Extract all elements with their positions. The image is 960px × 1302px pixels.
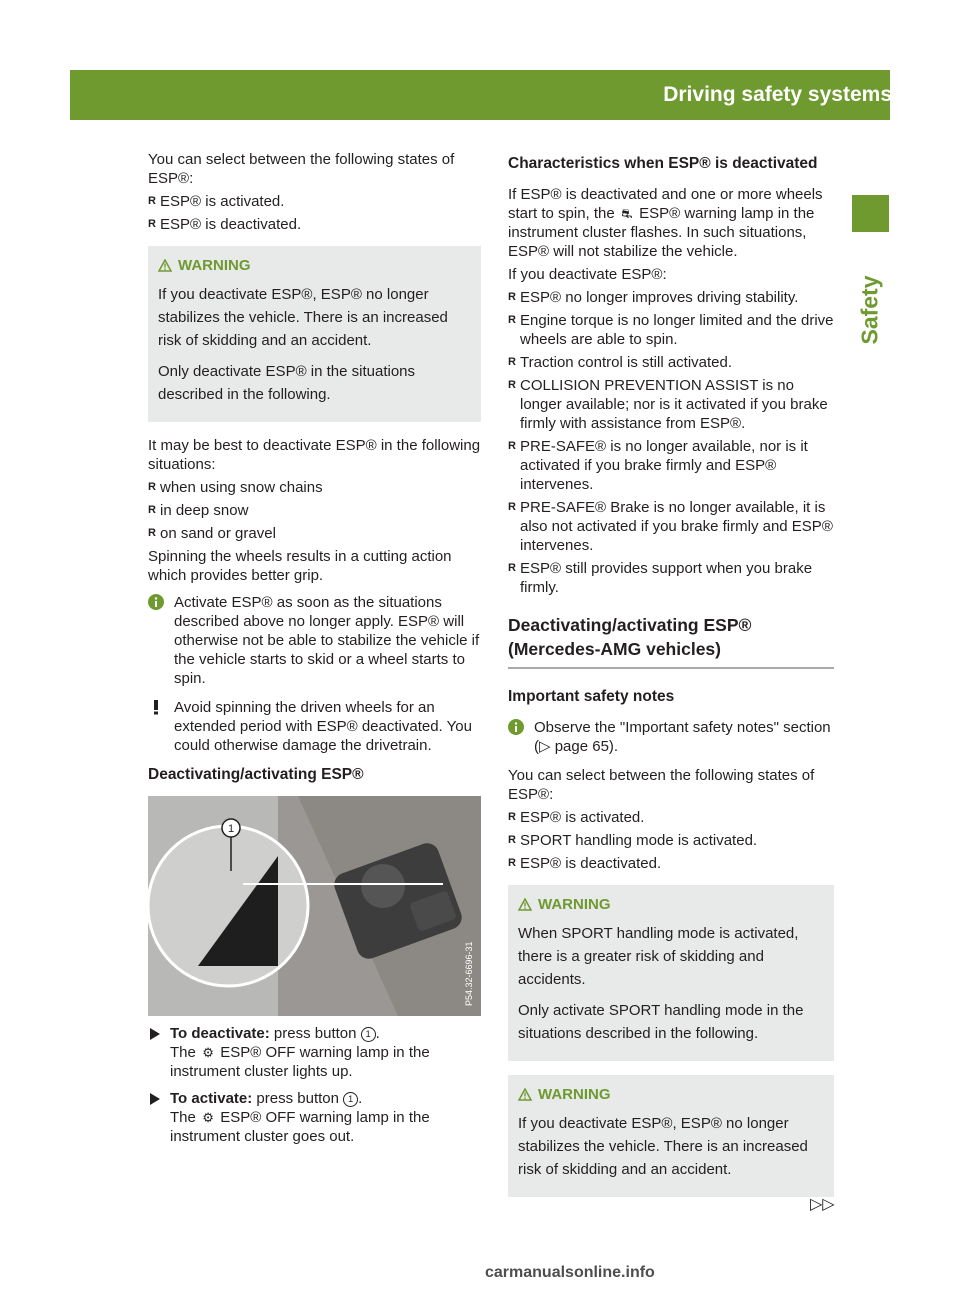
- callout-number: 1: [227, 823, 235, 835]
- spinning-text: Spinning the wheels results in a cutting action which provides better grip.: [148, 548, 452, 584]
- warning-text: Only deactivate ESP® in the situations described in the following.: [158, 363, 416, 403]
- caution-note: [148, 698, 481, 755]
- list-item: R in deep snow: [148, 501, 481, 520]
- info-icon: [508, 719, 524, 735]
- list-item: R PRE-SAFE® Brake is no longer available, it is also not activated if you brake firmly and ESP® intervenes.: [508, 498, 834, 555]
- circled-number: 1: [343, 1092, 358, 1107]
- left-column: [148, 150, 481, 1152]
- list-item: R COLLISION PREVENTION ASSIST is no longer available; nor is it activated if you brake firmly with assistance from ESP®.: [508, 376, 834, 433]
- side-marker: [852, 195, 889, 232]
- list-item: R ESP® is activated.: [508, 808, 834, 827]
- list-item: R ESP® is deactivated.: [508, 854, 834, 873]
- page-number: 71: [917, 83, 941, 106]
- warning-title: WARNING: [178, 257, 251, 274]
- header-bar: [70, 70, 941, 120]
- situations-intro: It may be best to deactivate ESP® in the following situations:: [148, 437, 481, 473]
- list-item: R ESP® is activated.: [148, 192, 481, 211]
- image-code: P54.32-6696-31: [464, 941, 474, 1006]
- step-text: press button: [273, 1025, 357, 1042]
- circled-number: 1: [361, 1027, 376, 1042]
- step-detail: ESP® OFF warning lamp in the instrument cluster lights up.: [170, 1044, 430, 1080]
- paragraph-part: ESP® warning lamp in the instrument cluster flashes. In such situations, ESP® will not stabilize the vehicle.: [508, 205, 815, 260]
- list-item: R Engine torque is no longer limited and the drive wheels are able to spin.: [508, 311, 834, 349]
- info-note-text: Activate ESP® as soon as the situations described above no longer apply. ESP® will otherwise not be able to stabilize the vehicle if the vehicle starts to skid or a wheel starts to spin.: [174, 594, 480, 687]
- esp-off-icon: ⚙: [202, 1110, 214, 1125]
- deactivate-intro: If you deactivate ESP®:: [508, 266, 667, 283]
- side-tab-label: Safety: [856, 275, 883, 345]
- section-heading-amg: Deactivating/activating ESP® (Mercedes-AMG vehicles): [508, 613, 834, 669]
- paragraph-part: If ESP® is deactivated and one or more wheels start to spin, the: [508, 186, 823, 222]
- section-title: Driving safety systems: [663, 83, 892, 106]
- warning-text: If you deactivate ESP®, ESP® no longer stabilizes the vehicle. There is an increased risk of skidding and an accident.: [158, 286, 448, 349]
- header-divider: [900, 70, 903, 120]
- esp-deactivated-text: [508, 185, 834, 261]
- list-item: R on sand or gravel: [148, 524, 481, 543]
- caution-note-text: Avoid spinning the driven wheels for an extended period with ESP® deactivated. You could otherwise damage the drivetrain.: [174, 699, 472, 754]
- watermark: carmanualsonline.info: [485, 1264, 655, 1281]
- warning-text: If you deactivate ESP®, ESP® no longer stabilizes the vehicle. There is an increased risk of skidding and an accident.: [518, 1115, 808, 1178]
- step-detail: ESP® OFF warning lamp in the instrument cluster goes out.: [170, 1109, 430, 1145]
- warning-box: [508, 1075, 834, 1197]
- list-item: R SPORT handling mode is activated.: [508, 831, 834, 850]
- section-heading: Deactivating/activating ESP®: [148, 766, 364, 783]
- step-text: press button: [256, 1090, 339, 1107]
- right-column: [508, 150, 834, 1211]
- list-item: R ESP® no longer improves driving stability.: [508, 288, 834, 307]
- states-intro: You can select between the following states of ESP®:: [508, 767, 815, 803]
- warning-title: WARNING: [538, 896, 611, 913]
- warning-triangle-icon: [518, 898, 532, 911]
- center-console-photo: [148, 796, 481, 1016]
- warning-text: When SPORT handling mode is activated, there is a greater risk of skidding and accidents.: [518, 925, 799, 988]
- esp-off-icon: ⚙: [202, 1045, 214, 1060]
- states-intro: You can select between the following states of ESP®:: [148, 151, 455, 187]
- warning-box: [508, 885, 834, 1061]
- step-detail-prefix: The: [170, 1044, 196, 1061]
- list-item: R Traction control is still activated.: [508, 353, 834, 372]
- list-item: R PRE-SAFE® is no longer available, nor is it activated if you brake firmly and ESP® intervenes.: [508, 437, 834, 494]
- step-deactivate: To deactivate: press button 1 . The ⚙ ESP® OFF warning lamp in the instrument cluster lights up.: [148, 1024, 481, 1081]
- warning-text: Only activate SPORT handling mode in the situations described in the following.: [518, 1002, 804, 1042]
- step-activate: To activate: press button 1 . The ⚙ ESP® OFF warning lamp in the instrument cluster goes out.: [148, 1089, 481, 1146]
- info-note-text: Observe the "Important safety notes" section (▷ page 65).: [534, 719, 831, 755]
- warning-triangle-icon: [158, 259, 172, 272]
- warning-title: WARNING: [538, 1086, 611, 1103]
- skid-warning-icon: ⛐: [621, 206, 633, 221]
- section-heading: Characteristics when ESP® is deactivated: [508, 155, 818, 172]
- list-item: R when using snow chains: [148, 478, 481, 497]
- list-item: R ESP® is deactivated.: [148, 215, 481, 234]
- step-label: To deactivate:: [170, 1025, 270, 1042]
- step-label: To activate:: [170, 1090, 253, 1107]
- info-note: [148, 593, 481, 688]
- info-note: [508, 718, 834, 756]
- side-tab: [848, 250, 892, 370]
- info-icon: [148, 594, 164, 610]
- subsection-heading: Important safety notes: [508, 688, 675, 705]
- step-detail-prefix: The: [170, 1109, 196, 1126]
- list-item: R ESP® still provides support when you brake firmly.: [508, 559, 834, 597]
- exclamation-icon: [148, 699, 164, 715]
- warning-box: [148, 246, 481, 422]
- warning-triangle-icon: [518, 1088, 532, 1101]
- continue-arrow-icon: ▷▷: [810, 1196, 835, 1213]
